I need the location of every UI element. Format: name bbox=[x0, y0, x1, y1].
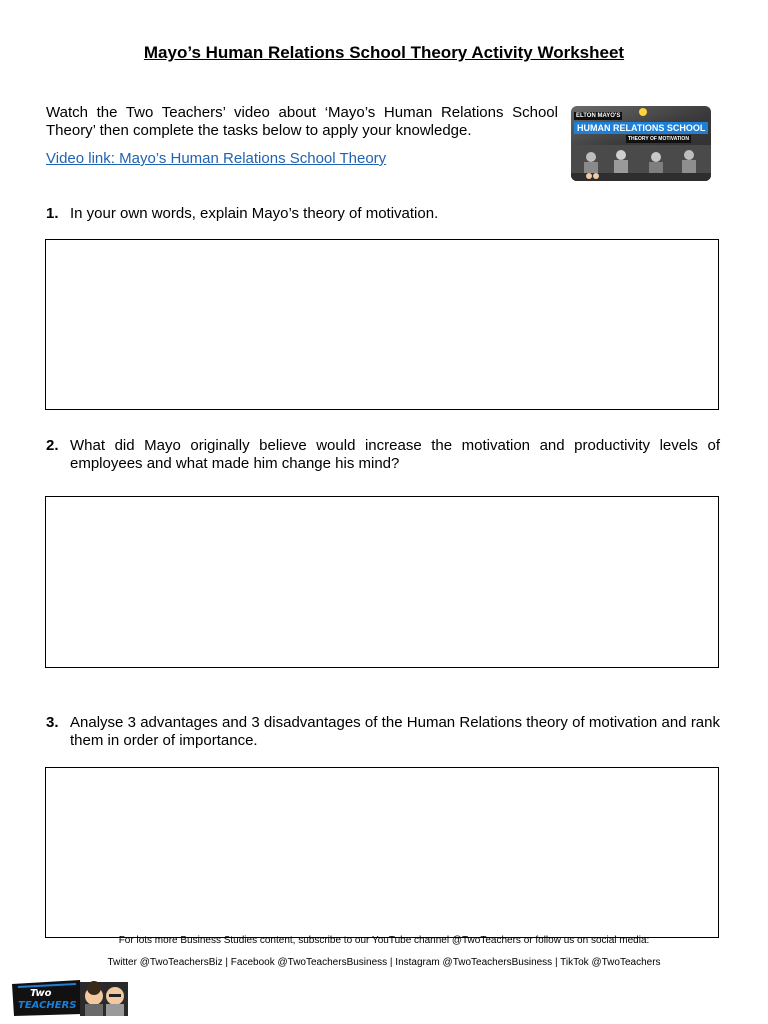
two-teachers-logo bbox=[10, 978, 130, 1018]
question-text: Analyse 3 advantages and 3 disadvantages of the Human Relations theory of motivation and rank them in order of importance. bbox=[70, 714, 720, 749]
question-1 bbox=[46, 205, 720, 223]
question-2 bbox=[46, 437, 720, 473]
logo-text-line1: Two bbox=[30, 988, 52, 999]
question-number: 3. bbox=[46, 714, 59, 731]
answer-box-1[interactable] bbox=[45, 239, 719, 410]
worksheet-title: Mayo’s Human Relations School Theory Activity Worksheet bbox=[143, 43, 625, 62]
footer-subscribe-text: For lots more Business Studies content, subscribe to our YouTube channel @TwoTeachers or follow us on social media: bbox=[118, 935, 650, 946]
thumbnail-line3: THEORY OF MOTIVATION bbox=[628, 136, 689, 142]
question-3 bbox=[46, 714, 720, 750]
thumbnail-line2: HUMAN RELATIONS SCHOOL bbox=[574, 122, 708, 134]
answer-box-2[interactable] bbox=[45, 496, 719, 668]
question-text: What did Mayo originally believe would increase the motivation and productivity levels of employees and what made him change his mind? bbox=[70, 437, 720, 472]
thumbnail-photo bbox=[571, 145, 711, 181]
lightbulb-icon bbox=[639, 108, 647, 116]
video-link[interactable]: Video link: Mayo’s Human Relations School Theory bbox=[46, 150, 387, 167]
question-text: In your own words, explain Mayo’s theory of motivation. bbox=[70, 205, 439, 222]
video-thumbnail[interactable] bbox=[571, 106, 711, 181]
intro-text: Watch the Two Teachers’ video about ‘Mayo’s Human Relations School Theory’ then complete the tasks below to apply your knowledge. bbox=[46, 104, 558, 139]
logo-text-line2: TEACHERS bbox=[18, 1000, 77, 1011]
question-number: 1. bbox=[46, 205, 59, 222]
question-number: 2. bbox=[46, 437, 59, 454]
thumbnail-line1: ELTON MAYO'S bbox=[576, 113, 621, 119]
answer-box-3[interactable] bbox=[45, 767, 719, 938]
footer-social-links: Twitter @TwoTeachersBiz | Facebook @TwoTeachersBusiness | Instagram @TwoTeachersBusiness | TikTok @TwoTeachers bbox=[107, 957, 661, 968]
